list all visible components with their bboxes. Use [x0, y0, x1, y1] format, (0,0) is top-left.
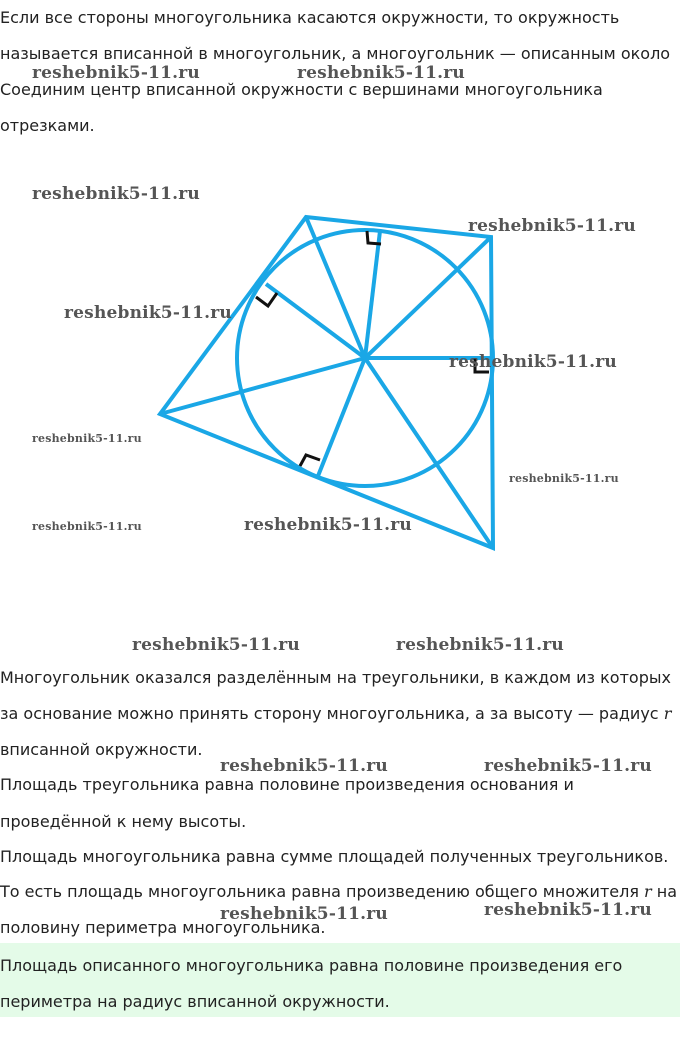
intro-line-3: Соединим центр вписанной окружности с вершинами многоугольника — [0, 80, 603, 99]
watermark: reshebnik5-11.ru — [220, 756, 388, 776]
radius-variable: r — [663, 704, 672, 723]
segment-center-to-vertex-d — [160, 358, 365, 414]
radius-to-bottom-side — [318, 358, 365, 476]
explanation-line-8: половину периметра многоугольника. — [0, 918, 326, 937]
intro-line-4: отрезками. — [0, 116, 95, 135]
conclusion-line-2: периметра на радиус вписанной окружности. — [0, 992, 390, 1011]
right-angle-mark-left — [256, 293, 277, 306]
explanation-line-3: вписанной окружности. — [0, 740, 203, 759]
right-angle-mark-bottom — [300, 455, 320, 466]
polygon-shape — [160, 217, 493, 548]
explanation-line-5: проведённой к нему высоты. — [0, 812, 247, 831]
explanation-line-2-text: за основание можно принять сторону многоугольника, а за высоту — радиус — [0, 704, 664, 723]
conclusion-line-1: Площадь описанного многоугольника равна половине произведения его — [0, 956, 623, 975]
watermark: reshebnik5-11.ru — [32, 184, 200, 204]
factor-variable: r — [644, 882, 652, 901]
watermark: reshebnik5-11.ru — [484, 756, 652, 776]
explanation-line-7-suffix: на — [651, 882, 678, 901]
explanation-line-7-text: То есть площадь многоугольника равна произведению общего множителя — [0, 882, 645, 901]
explanation-line-4: Площадь треугольника равна половине произведения основания и — [0, 775, 574, 794]
watermark: reshebnik5-11.ru — [244, 515, 412, 535]
watermark: reshebnik5-11.ru — [509, 472, 619, 485]
watermark: reshebnik5-11.ru — [32, 432, 142, 445]
watermark: reshebnik5-11.ru — [132, 635, 300, 655]
radius-to-top-side — [365, 231, 380, 358]
watermark: reshebnik5-11.ru — [468, 216, 636, 236]
watermark: reshebnik5-11.ru — [220, 904, 388, 924]
watermark: reshebnik5-11.ru — [64, 303, 232, 323]
watermark: reshebnik5-11.ru — [297, 63, 465, 83]
watermark: reshebnik5-11.ru — [396, 635, 564, 655]
segment-center-to-vertex-b — [365, 237, 491, 358]
intro-line-1: Если все стороны многоугольника касаются окружности, то окружность — [0, 8, 620, 27]
watermark: reshebnik5-11.ru — [32, 520, 142, 533]
watermark: reshebnik5-11.ru — [32, 63, 200, 83]
intro-line-2: называется вписанной в многоугольник, а многоугольник — описанным около — [0, 44, 671, 63]
watermark: reshebnik5-11.ru — [449, 352, 617, 372]
explanation-line-6: Площадь многоугольника равна сумме площадей полученных треугольников. — [0, 847, 669, 866]
watermark: reshebnik5-11.ru — [484, 900, 652, 920]
explanation-line-1: Многоугольник оказался разделённым на треугольники, в каждом из которых — [0, 668, 671, 687]
explanation-line-2 — [0, 704, 671, 724]
explanation-line-7 — [0, 882, 677, 902]
